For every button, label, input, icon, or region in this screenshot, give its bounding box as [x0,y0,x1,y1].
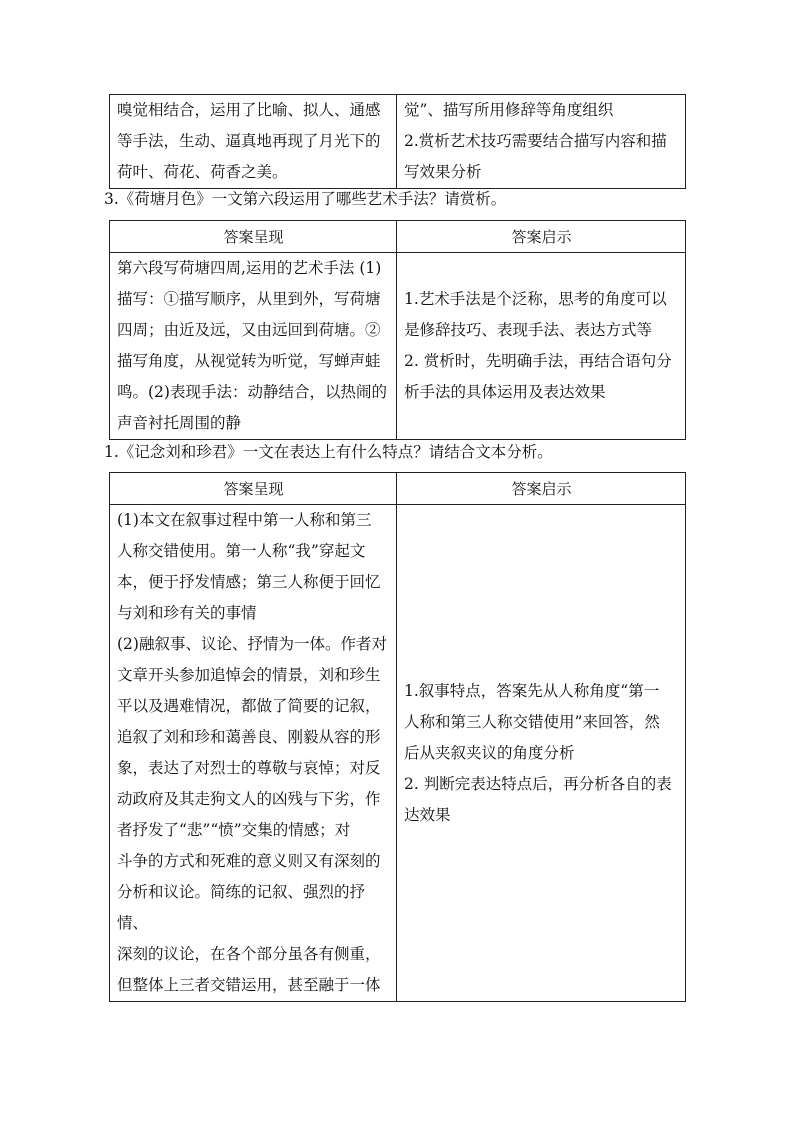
hint-cell [397,95,686,189]
answer-cell [110,505,397,1002]
text-line: 描写：①描写顺序，从里到外，写荷塘 [117,290,381,308]
table-row [110,95,686,189]
text-line: 平以及遇难情况，都做了简要的记叙， [117,697,381,715]
text-line: 文章开头参加追悼会的情景，刘和珍生 [117,666,381,684]
text-line: (1)本文在叙事过程中第一人称和第三 [117,511,372,529]
text-line: 2. 判断完表达特点后，再分析各自的表 [404,774,672,793]
text-line: 1.叙事特点，答案先从人称角度“第一 [404,681,660,700]
text-line: 四周；由近及远，又由远回到荷塘。② [117,321,381,339]
text-line: 者抒发了“悲”“愤”交集的情感；对 [117,821,351,839]
text-line: 描写角度，从视觉转为听觉，写蝉声蛙 [117,352,381,370]
text-line: (2)融叙事、议论、抒情为一体。作者对 [117,635,387,653]
text-line: 动政府及其走狗文人的凶残与下劣，作 [117,790,381,808]
text-line: 鸣。(2)表现手法：动静结合，以热闹的 [117,383,387,401]
hint-cell [397,253,686,440]
column-header: 答案呈现 [110,473,397,505]
text-line: 析手法的具体运用及表达效果 [404,383,606,401]
answer-table-continued [109,94,686,189]
column-header: 答案启示 [397,221,686,253]
column-header: 答案呈现 [110,221,397,253]
text-line: 深刻的议论，在各个部分虽各有侧重， [117,945,381,963]
text-line: 声音衬托周围的静 [117,414,242,432]
text-line: 斗争的方式和死难的意义则又有深刻的 [117,852,381,870]
text-line: 觉”、描写所用修辞等角度组织 [404,101,614,119]
text-line: 分析和议论。简练的记叙、强烈的抒情、 [117,883,366,932]
text-line: 写效果分析 [404,163,482,181]
answer-table [109,220,686,440]
answer-cell [110,253,397,440]
question-heading: 1.《记念刘和珍君》一文在表达上有什么特点？请结合文本分析。 [104,443,553,461]
text-line: 1.艺术手法是个泛称，思考的角度可以 [404,290,667,308]
text-line: 象，表达了对烈士的尊敬与哀悼；对反 [117,759,381,777]
table-row [110,505,686,1002]
text-line: 本，便于抒发情感；第三人称便于回忆 [117,573,381,591]
table-header-row [110,221,686,253]
text-line: 追叙了刘和珍和蔼善良、刚毅从容的形 [117,728,381,746]
table-header-row [110,473,686,505]
text-line: 达效果 [404,805,451,824]
answer-cell [110,95,397,189]
text-line: 人称交错使用。第一人称“我”穿起文 [117,542,366,560]
text-line: 嗅觉相结合，运用了比喻、拟人、通感 [117,101,381,119]
table-row [110,253,686,440]
text-line: 荷叶、荷花、荷香之美。 [117,163,288,181]
text-line: 2.赏析艺术技巧需要结合描写内容和描 [404,132,667,150]
text-line: 是修辞技巧、表现手法、表达方式等 [404,321,653,339]
text-line: 但整体上三者交错运用，甚至融于一体 [117,976,381,994]
text-line: 2. 赏析时，先明确手法，再结合语句分 [404,352,672,370]
text-line: 人称和第三人称交错使用”来回答，然 [404,712,660,731]
text-line: 与刘和珍有关的事情 [117,604,257,622]
question-heading: 3.《荷塘月色》一文第六段运用了哪些艺术手法？请赏析。 [104,190,507,208]
answer-table [109,472,686,1002]
text-line: 等手法，生动、逼真地再现了月光下的 [117,132,381,150]
column-header: 答案启示 [397,473,686,505]
text-line: 后从夹叙夹议的角度分析 [404,743,575,762]
hint-cell [397,505,686,1002]
text-line: 第六段写荷塘四周,运用的艺术手法 (1) [117,259,382,277]
